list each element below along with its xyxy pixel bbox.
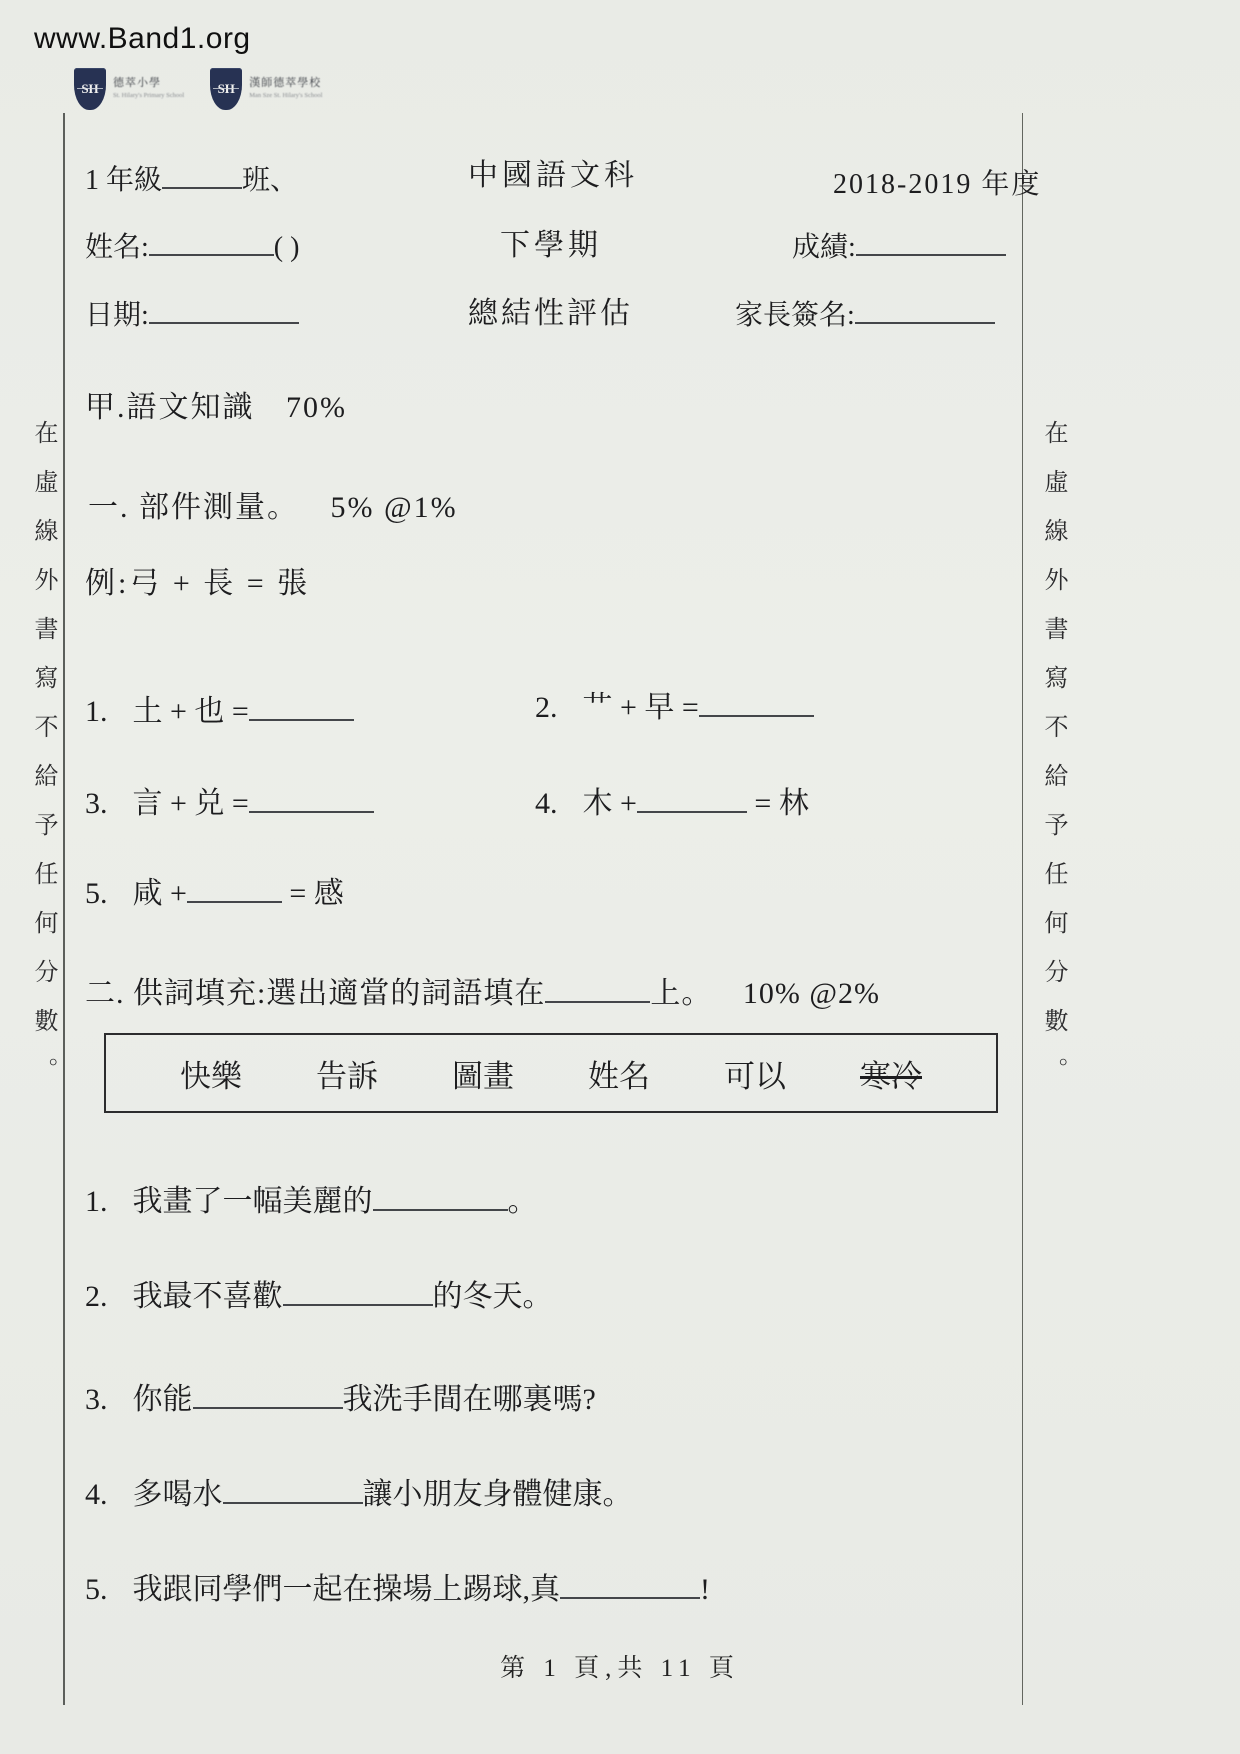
parent-signature-line <box>735 293 995 333</box>
section-one-heading <box>88 482 458 526</box>
answer-blank-line <box>373 1184 508 1212</box>
question-number: 2. <box>85 1280 108 1313</box>
school-crest-icon <box>74 68 106 110</box>
section-two-score: 10% @2% <box>742 977 880 1010</box>
date-label: 日期: <box>85 300 149 331</box>
margin-warning-left: 在虛線外書寫不給予任何分數。 <box>30 420 56 1106</box>
school-crest-icon <box>210 68 242 110</box>
school-logo-primary <box>74 68 184 110</box>
question-text: 多喝水 <box>132 1478 223 1511</box>
question-number: 4. <box>85 1478 108 1511</box>
section-one-title: 一. 部件測量。 <box>88 491 299 524</box>
grade-class-line <box>85 158 298 198</box>
school-name-en: Man Sze St. Hilary's School <box>249 92 323 99</box>
parent-signature-blank-line <box>855 298 995 324</box>
term-label: 下學期 <box>500 229 602 262</box>
question-item-3 <box>85 778 374 822</box>
answer-blank-line <box>223 1477 363 1505</box>
question-number: 1. <box>85 695 108 728</box>
question-number: 3. <box>85 787 108 820</box>
question-text: 。 <box>507 1185 538 1218</box>
word-bank-item: 姓名 <box>588 1058 650 1094</box>
question-number: 5. <box>85 877 108 910</box>
fill-question-3 <box>85 1374 596 1418</box>
fill-question-4 <box>85 1469 633 1513</box>
fill-question-1 <box>85 1176 538 1220</box>
watermark: www.Band1.org <box>34 22 251 55</box>
fill-question-5 <box>85 1564 710 1608</box>
question-text: 土 + 也 = <box>132 695 249 728</box>
question-text: = 林 <box>754 787 809 820</box>
question-text: 咸 + <box>132 877 187 910</box>
question-number: 4. <box>535 787 558 820</box>
question-text: 我洗手間在哪裏嗎? <box>342 1383 596 1416</box>
section-two-heading <box>85 968 880 1012</box>
answer-blank-line <box>699 690 814 718</box>
crest-initials: SH <box>217 81 235 96</box>
page-number-footer: 第 1 頁,共 11 頁 <box>500 1655 740 1682</box>
section-one-score: 5% @1% <box>330 491 458 524</box>
question-text: 艹 + 早 = <box>582 691 699 724</box>
question-number: 2. <box>535 691 558 724</box>
subject-title: 中國語文科 <box>468 159 638 192</box>
question-text: 木 + <box>582 787 637 820</box>
inline-blank-line <box>545 976 650 1004</box>
name-line <box>85 225 299 265</box>
answer-blank-line <box>637 786 747 814</box>
class-label: 班、 <box>242 165 299 196</box>
school-logo-secondary <box>210 68 322 110</box>
left-border-line <box>63 113 65 1705</box>
section-two-title: 二. 供詞填充:選出適當的詞語填在 <box>85 977 546 1010</box>
name-blank-line <box>149 230 274 256</box>
question-text: 我畫了一幅美麗的 <box>132 1185 373 1218</box>
question-item-4 <box>535 778 809 822</box>
answer-blank-line <box>187 876 282 904</box>
question-number: 1. <box>85 1185 108 1218</box>
answer-blank-line <box>193 1382 343 1410</box>
section-two-title-suffix: 上。 <box>650 977 713 1010</box>
question-item-5 <box>85 868 344 912</box>
question-text: 你能 <box>132 1383 193 1416</box>
school-logos <box>74 68 322 110</box>
class-blank-line <box>162 163 242 189</box>
crest-initials: SH <box>81 81 99 96</box>
word-bank-item: 可以 <box>724 1058 786 1094</box>
question-text: ! <box>700 1573 710 1606</box>
word-bank-box <box>104 1033 998 1113</box>
school-name-zh: 德萃小學 <box>113 77 161 89</box>
school-year: 2018-2019 年度 <box>833 169 1042 200</box>
answer-blank-line <box>249 786 374 814</box>
question-text: 讓小朋友身體健康。 <box>362 1478 633 1511</box>
word-bank-item-crossed-out: 寒冷 <box>860 1058 922 1094</box>
score-blank-line <box>856 230 1006 256</box>
name-label: 姓名: <box>85 232 149 263</box>
part-a-title: 甲.語文知識 <box>85 391 255 424</box>
date-blank-line <box>149 298 299 324</box>
question-item-2 <box>535 682 814 726</box>
date-line <box>85 293 299 333</box>
answer-blank-line <box>283 1279 433 1307</box>
question-text: 我跟同學們一起在操場上踢球,真 <box>132 1573 560 1606</box>
score-line <box>792 225 1006 265</box>
answer-blank-line <box>249 694 354 722</box>
word-bank-item: 告訴 <box>316 1058 378 1094</box>
grade-label: 1 年級 <box>85 165 163 196</box>
answer-blank-line <box>560 1572 700 1600</box>
word-bank-item: 快樂 <box>180 1058 242 1094</box>
word-bank-item: 圖畫 <box>452 1058 514 1094</box>
margin-warning-right: 在虛線外書寫不給予任何分數。 <box>1040 420 1066 1106</box>
question-number: 3. <box>85 1383 108 1416</box>
parent-signature-label: 家長簽名: <box>735 300 855 331</box>
question-item-1 <box>85 686 354 730</box>
school-name-zh: 漢師德萃學校 <box>249 77 322 89</box>
right-border-line <box>1022 113 1023 1705</box>
question-text: 言 + 兑 = <box>132 787 249 820</box>
question-text: = 感 <box>289 877 344 910</box>
part-a-heading <box>85 382 347 426</box>
fill-question-2 <box>85 1271 553 1315</box>
school-name-en: St. Hilary's Primary School <box>113 92 185 99</box>
assessment-type: 總結性評估 <box>468 297 633 330</box>
question-text: 我最不喜歡 <box>132 1280 283 1313</box>
class-number-parens: ( ) <box>273 232 300 263</box>
part-a-score: 70% <box>286 391 347 424</box>
score-label: 成績: <box>792 232 856 263</box>
section-one-example: 例:弓 + 長 = 張 <box>85 567 311 600</box>
question-text: 的冬天。 <box>432 1280 553 1313</box>
question-number: 5. <box>85 1573 108 1606</box>
